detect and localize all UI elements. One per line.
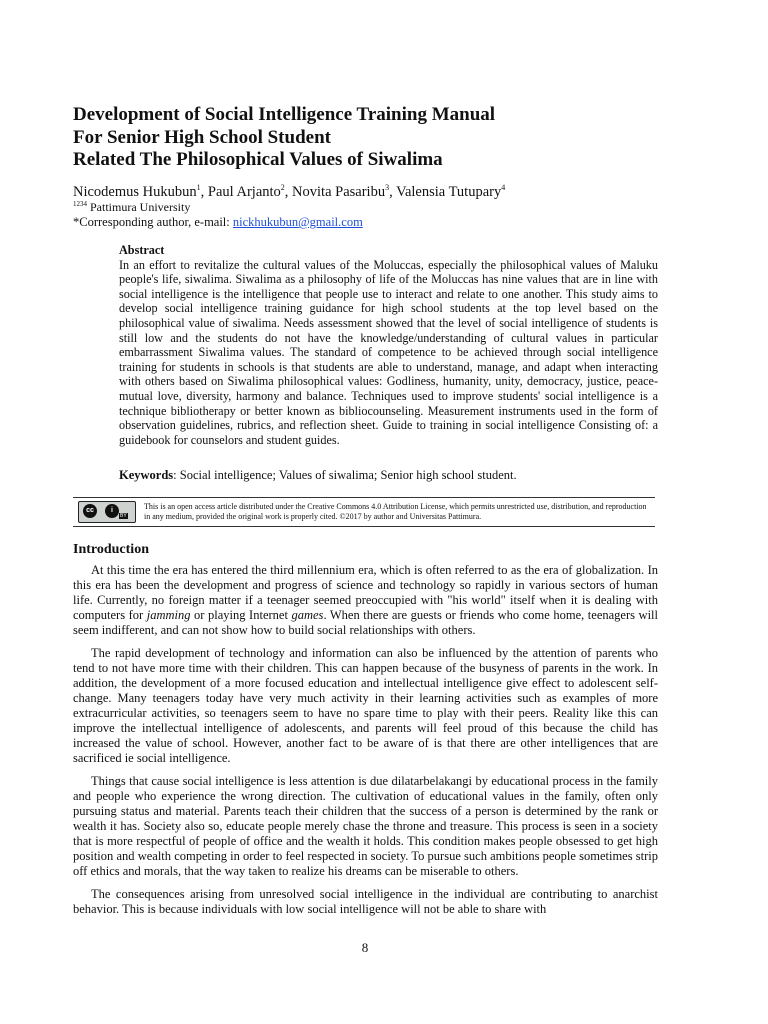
affiliation bbox=[73, 200, 190, 215]
italic-term: games bbox=[291, 608, 324, 622]
keywords-line bbox=[119, 468, 517, 483]
title-line-2: For Senior High School Student bbox=[73, 126, 331, 148]
author-list bbox=[73, 183, 505, 201]
abstract-text: In an effort to revitalize the cultural values of the Moluccas, especially the philosophical values of Maluku people's life, siwalima. Siwalima as a philosophy of life of the Moluccas has nine values that are in line with social intelligence is the intelligence that people use to interact and relate to one another. This study aims to develop social intelligence training guidance for high school students at the top level based on the philosophical value of siwalima. Needs assessment showed that the level of social intelligence of students is still low and the students do not have the knowledge/understanding of cultural values in particular embarrassment Siwalima values. The standard of competence to be achieved through social intelligence training for students in schools is that students are able to understand, manage, and adapt when interacting with others based on Siwalima philosophical values: Godliness, humanity, unity, democracy, justice, peace-mutual love, diversity, harmony and balance. Techniques used to improve students' social intelligence is a technique bibliotherapy or better known as bibliocounseling. Measurement instruments used in the form of observation guidelines, rubrics, and reflection sheet. Guide to training in social intelligence Consisting of: a guidebook for counselors and student guides. bbox=[119, 257, 658, 447]
introduction-heading: Introduction bbox=[73, 542, 149, 557]
author-affiliation-mark: 1 bbox=[196, 183, 201, 192]
author-name: Nicodemus Hukubun bbox=[73, 183, 197, 200]
author-separator: , bbox=[284, 183, 293, 200]
body-paragraph: Things that cause social intelligence is less attention is due dilatarbelakangi by educational process in the family and people who experience the wrong direction. The cultivation of educational values in the family, often only pursuing status and material. Parents teach their children that the success of a person is determined by the rank or wealth it has. Society also so, educate people merely chase the throne and treasure. This process is seen in a society that is more respectful of people of office and the wealth it holds. This condition makes people obsessed to get high position and wealth competing in order to feel respected in society. To pursue such ambitions people sometimes strip off ethics and morals, that the way taken to realize his dreams can be miserable to others. bbox=[73, 774, 658, 878]
abstract-section bbox=[119, 243, 658, 447]
body-paragraph: The rapid development of technology and information can also be influenced by the attention of parents who tend to not have more time with their children. This can happen because of the busyness of parents in the work. In addition, the development of a more focused education and intellectual intelligence give effect to adolescent self-change. Many teenagers today have very much activity in their learning activities such as examples of more extracurricular activities, so teenagers seem to have no spare time to play with their peers. Reality like this can improve the intellectual intelligence of adolescents, and parents will feel proud of this because the child has increased the value of school. However, another fact to be aware of is that there are other intelligences that are sacrificed ie social intelligence. bbox=[73, 646, 658, 765]
body-paragraph bbox=[73, 563, 658, 638]
corresponding-author bbox=[73, 215, 363, 230]
attribution-icon: i bbox=[105, 504, 119, 518]
keywords-text: : Social intelligence; Values of siwalima; Senior high school student. bbox=[173, 468, 517, 482]
paragraph-text: At this time the era has entered the third millennium era, which is often referred to as the era of globalization. In this era has been the development and progress of science and technology so rapidly in various sectors of human life. Currently, no foreign matter if a teenager seemed preoccupied with "his world" itself when it is dealing with computers for bbox=[73, 563, 658, 622]
title-line-3: Related The Philosophical Values of Siwalima bbox=[73, 149, 443, 170]
author-name: Valensia Tutupary bbox=[396, 183, 502, 200]
affiliation-mark: 1234 bbox=[73, 200, 87, 208]
author-separator: , bbox=[389, 183, 397, 200]
affiliation-text: Pattimura University bbox=[87, 200, 191, 214]
italic-term: jamming bbox=[146, 608, 191, 622]
author-affiliation-mark: 4 bbox=[501, 183, 506, 192]
keywords-label: Keywords bbox=[119, 468, 174, 482]
author-name: Novita Pasaribu bbox=[292, 183, 386, 200]
license-box bbox=[73, 497, 655, 527]
author-name: Paul Arjanto bbox=[207, 183, 281, 200]
email-link[interactable]: nickhukubun@gmail.com bbox=[232, 215, 363, 229]
corresponding-prefix: *Corresponding author, e-mail: bbox=[73, 215, 233, 229]
body-paragraph: The consequences arising from unresolved social intelligence in the individual are contributing to anarchist behavior. This is because individuals with low social intelligence will not be able to share with bbox=[73, 887, 658, 916]
paragraph-text: or playing Internet bbox=[190, 608, 292, 622]
cc-by-badge[interactable] bbox=[78, 501, 136, 523]
by-label: BY bbox=[120, 513, 127, 519]
author-affiliation-mark: 2 bbox=[280, 183, 285, 192]
author-separator: , bbox=[200, 183, 208, 200]
creative-commons-icon: cc bbox=[83, 504, 97, 518]
introduction-body bbox=[73, 563, 658, 925]
title-line-1: Development of Social Intelligence Training Manual bbox=[73, 104, 496, 125]
paragraph-text: . When there are guests or friends who come home, teenagers will seem indifferent, and can not show how to build social relationships with others. bbox=[73, 608, 658, 637]
license-text: This is an open access article distributed under the Creative Commons 4.0 Attribution License, which permits unrestricted use, distribution, and reproduction in any medium, provided the original work is properly cited. ©2017 by author and Universitas Pattimura. bbox=[144, 502, 647, 521]
author-affiliation-mark: 3 bbox=[385, 183, 390, 192]
page-number: 8 bbox=[361, 940, 369, 955]
abstract-heading: Abstract bbox=[119, 243, 165, 257]
paper-title bbox=[73, 104, 713, 172]
